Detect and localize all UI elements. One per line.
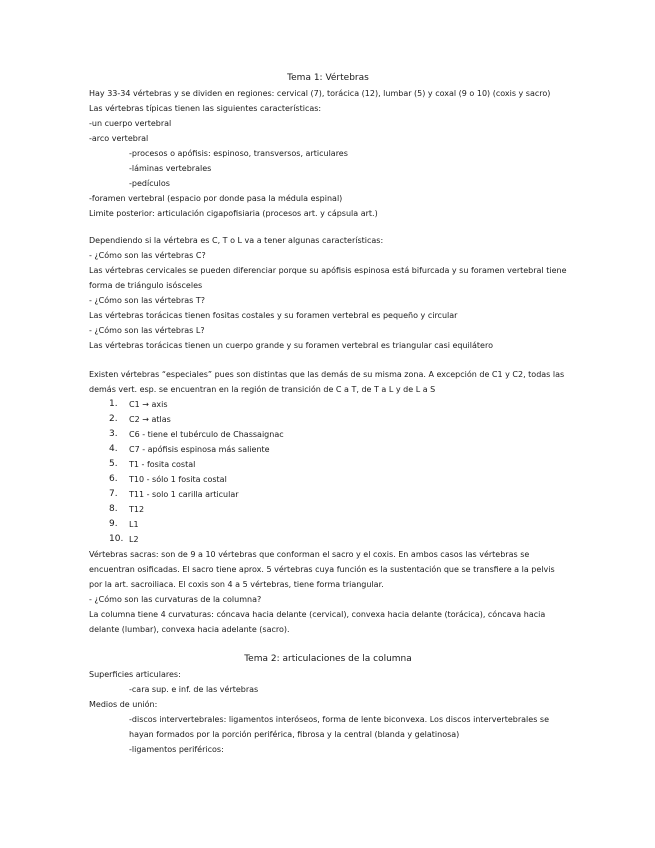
heading-union: Medios de unión: <box>89 700 158 709</box>
list-item: 3. C6 - tiene el tubérculo de Chassaignac <box>109 429 284 439</box>
question-cervical: - ¿Cómo son las vértebras C? <box>89 251 206 260</box>
document-page <box>89 70 567 757</box>
heading-surfaces: Superficies articulares: <box>89 670 181 679</box>
answer-lumbar: Las vértebras torácicas tienen un cuerpo grande y su foramen vertebral es triangular casi equilátero <box>89 341 493 350</box>
special-vertebrae-list <box>89 397 567 547</box>
answer-cervical: Las vértebras cervicales se pueden diferenciar porque su apófisis espinosa está bifurcada y su foramen vertebral tiene forma de triángulo isósceles <box>89 266 567 290</box>
list-item: 1. C1 → axis <box>109 399 168 409</box>
list-item: 10. L2 <box>109 534 139 544</box>
answer-curvatures: La columna tiene 4 curvaturas: cóncava hacia delante (cervical), convexa hacia delante (torácica), cóncava hacia delante (lumbar), convexa hacia adelante (sacro). <box>89 610 546 634</box>
list-item-body: -un cuerpo vertebral <box>89 119 172 128</box>
list-item-ligaments: -ligamentos periféricos: <box>129 745 224 754</box>
list-item-pedicles: -pedículos <box>129 179 170 188</box>
list-item-discs: -discos intervertebrales: ligamentos interóseos, forma de lente biconvexa. Los discos intervertebrales se hayan formados por la porción periférica, fibrosa y la central (blanda y gelatinosa) <box>129 715 549 739</box>
list-item-processes: -procesos o apófisis: espinoso, transversos, articulares <box>129 149 348 158</box>
answer-thoracic: Las vértebras torácicas tienen fositas costales y su foramen vertebral es pequeño y circular <box>89 311 458 320</box>
spacer <box>89 353 567 367</box>
list-item-foramen: -foramen vertebral (espacio por donde pasa la médula espinal) <box>89 194 343 203</box>
question-lumbar: - ¿Cómo son las vértebras L? <box>89 326 205 335</box>
paragraph-depending: Dependiendo si la vértebra es C, T o L va a tener algunas características: <box>89 236 384 245</box>
list-item: 8. T12 <box>109 504 145 514</box>
paragraph-special: Existen vértebras “especiales” pues son distintas que las demás de su misma zona. A excepción de C1 y C2, todas las demás vert. esp. se encuentran en la región de transición de C a T, de T a L y de L a S <box>89 370 565 394</box>
paragraph-typical: Las vértebras típicas tienen las siguientes características: <box>89 104 322 113</box>
tema2-title: Tema 2: articulaciones de la columna <box>244 654 412 664</box>
spacer <box>89 637 567 651</box>
paragraph-regions: Hay 33-34 vértebras y se dividen en regiones: cervical (7), torácica (12), lumbar (5) y coxal (9 o 10) (coxis y sacro) <box>89 89 551 98</box>
list-item-arch: -arco vertebral <box>89 134 149 143</box>
list-item-surfaces: -cara sup. e inf. de las vértebras <box>129 685 259 694</box>
question-thoracic: - ¿Cómo son las vértebras T? <box>89 296 206 305</box>
list-item: 9. L1 <box>109 519 139 529</box>
spacer <box>89 221 567 233</box>
list-item: 4. C7 - apófisis espinosa más saliente <box>109 444 270 454</box>
posterior-limit: Limite posterior: articulación cigapofisiaria (procesos art. y cápsula art.) <box>89 209 378 218</box>
list-item: 7. T11 - solo 1 carilla articular <box>109 489 239 499</box>
tema1-title: Tema 1: Vértebras <box>287 73 369 83</box>
question-curvatures: - ¿Cómo son las curvaturas de la columna? <box>89 595 262 604</box>
list-item: 2. C2 → atlas <box>109 414 171 424</box>
list-item-laminae: -láminas vertebrales <box>129 164 212 173</box>
paragraph-sacral: Vértebras sacras: son de 9 a 10 vértebras que conforman el sacro y el coxis. En ambos casos las vértebras se encuentran osificadas. El sacro tiene aprox. 5 vértebras cuya función es la sustentación que se transfiere a la pelvis por la art. sacroiliaca. El coxis son 4 a 5 vértebras, tiene forma triangular. <box>89 550 555 589</box>
list-item: 5. T1 - fosita costal <box>109 459 196 469</box>
list-item: 6. T10 - sólo 1 fosita costal <box>109 474 227 484</box>
